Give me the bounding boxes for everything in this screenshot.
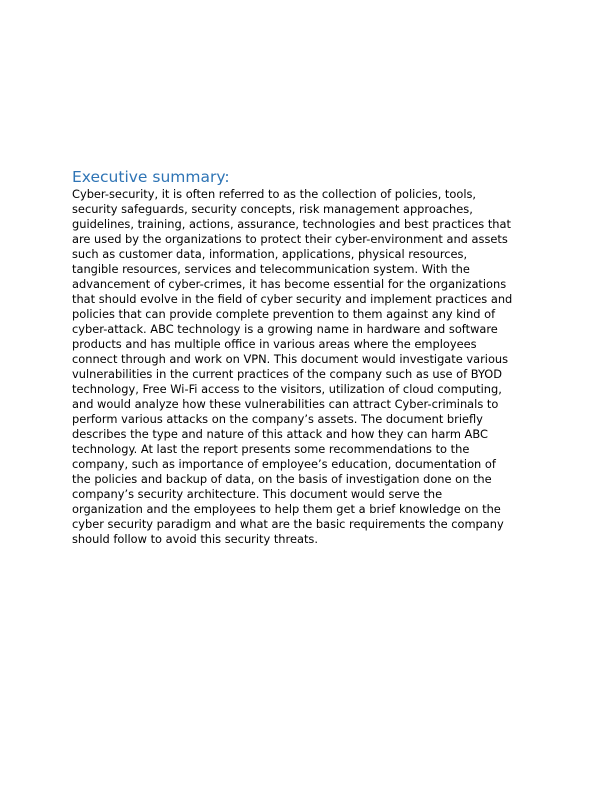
paragraph-line-5: such as customer data, information, applications, physical resources, bbox=[72, 247, 468, 261]
paragraph-line-12: connect through and work on VPN. This document would investigate various bbox=[72, 352, 509, 366]
paragraph-line-15: and would analyze how these vulnerabilities can attract Cyber-criminals to bbox=[72, 397, 499, 411]
paragraph-line-11: products and has multiple office in various areas where the employees bbox=[72, 337, 477, 351]
paragraph-line-24: should follow to avoid this security threats. bbox=[72, 532, 318, 546]
summary-paragraph bbox=[72, 187, 542, 547]
paragraph-line-23: cyber security paradigm and what are the basic requirements the company bbox=[72, 517, 504, 531]
paragraph-line-16: perform various attacks on the company’s assets. The document briefly bbox=[72, 412, 483, 426]
paragraph-line-13: vulnerabilities in the current practices of the company such as use of BYOD bbox=[72, 367, 503, 381]
paragraph-line-21: company’s security architecture. This document would serve the bbox=[72, 487, 443, 501]
paragraph-line-1: Cyber-security, it is often referred to as the collection of policies, tools, bbox=[72, 187, 477, 201]
paragraph-line-19: company, such as importance of employee’s education, documentation of bbox=[72, 457, 496, 471]
paragraph-line-4: are used by the organizations to protect their cyber-environment and assets bbox=[72, 232, 508, 246]
paragraph-line-6: tangible resources, services and telecommunication system. With the bbox=[72, 262, 470, 276]
paragraph-line-18: technology. At last the report presents some recommendations to the bbox=[72, 442, 470, 456]
paragraph-line-2: security safeguards, security concepts, risk management approaches, bbox=[72, 202, 473, 216]
paragraph-line-14: technology, Free Wi-Fi access to the visitors, utilization of cloud computing, bbox=[72, 382, 502, 396]
paragraph-line-17: describes the type and nature of this attack and how they can harm ABC bbox=[72, 427, 488, 441]
paragraph-line-8: that should evolve in the field of cyber security and implement practices and bbox=[72, 292, 513, 306]
paragraph-line-10: cyber-attack. ABC technology is a growing name in hardware and software bbox=[72, 322, 498, 336]
paragraph-line-20: the policies and backup of data, on the basis of investigation done on the bbox=[72, 472, 492, 486]
paragraph-line-22: organization and the employees to help them get a brief knowledge on the bbox=[72, 502, 501, 516]
paragraph-line-7: advancement of cyber-crimes, it has become essential for the organizations bbox=[72, 277, 507, 291]
section-heading: Executive summary: bbox=[72, 168, 230, 186]
paragraph-line-3: guidelines, training, actions, assurance, technologies and best practices that bbox=[72, 217, 511, 231]
paragraph-line-9: policies that can provide complete prevention to them against any kind of bbox=[72, 307, 496, 321]
